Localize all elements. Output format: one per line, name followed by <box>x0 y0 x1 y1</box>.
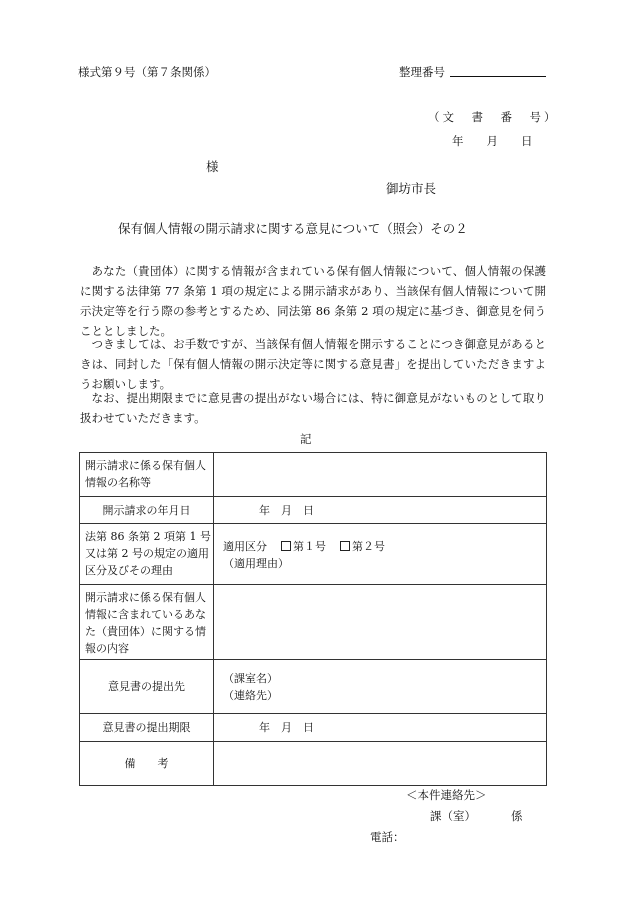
table-row <box>80 585 547 660</box>
row-value-request-date <box>214 497 547 524</box>
document-title: 保有個人情報の開示請求に関する意見について（照会）その２ <box>118 221 468 236</box>
table-row <box>80 714 547 742</box>
dept-label: （課室名） <box>223 671 278 685</box>
row-label-deadline: 意見書の提出期限 <box>80 714 214 742</box>
category-label: 適用区分 <box>223 540 267 553</box>
table-row <box>80 742 547 786</box>
row-label-remarks: 備 考 <box>80 742 214 786</box>
contact-header: ＜本件連絡先＞ <box>406 788 487 802</box>
row-label-submission-dest: 意見書の提出先 <box>80 660 214 714</box>
row-value-submission-dest <box>214 660 547 714</box>
reference-number-field-line <box>450 76 546 77</box>
row-label-info-name: 開示請求に係る保有個人情報の名称等 <box>80 453 214 497</box>
row-label-info-content: 開示請求に係る保有個人情報に含まれているあなた（貴団体）に関する情報の内容 <box>80 585 214 660</box>
ki-heading: 記 <box>300 432 312 446</box>
table-row <box>80 497 547 524</box>
contact-kakari-label: 係 <box>511 809 523 823</box>
row-value-info-content <box>214 585 547 660</box>
contact-dept-label: 課（室） <box>430 809 476 823</box>
checkbox-option-2[interactable] <box>340 541 350 551</box>
request-date-value: 年 月 日 <box>259 503 314 517</box>
recipient-suffix: 様 <box>206 159 219 174</box>
document-number: （文 書 番 号） <box>428 110 559 124</box>
table-row <box>80 453 547 497</box>
row-value-deadline <box>214 714 547 742</box>
row-label-request-date: 開示請求の年月日 <box>80 497 214 524</box>
row-value-info-name <box>214 453 547 497</box>
contact-phone-label: 電話： <box>370 830 405 844</box>
form-number: 様式第９号（第７条関係） <box>78 65 216 79</box>
reference-number-label: 整理番号 <box>399 65 445 79</box>
body-paragraph-2: つきましては、お手数ですが、当該保有個人情報を開示することにつき御意見があるときは、同封した「保有個人情報の開示決定等に関する意見書」を提出していただきますようお願いします。 <box>80 337 546 391</box>
body-paragraph-1: あなた（貴団体）に関する情報が含まれている保有個人情報について、個人情報の保護に関する法律第 77 条第 1 項の規定による開示請求があり、当該保有個人情報について開示決定等を行う際の参考とするため、同法第 86 条第 2 項の規定に基づき、御意見を伺うこととしました。 <box>80 264 546 338</box>
option-2-label: 第２号 <box>352 540 385 553</box>
body-paragraph-3: なお、提出期限までに意見書の提出がない場合には、特に御意見がないものとして取り扱わせていただきます。 <box>80 391 546 425</box>
checkbox-option-1[interactable] <box>281 541 291 551</box>
category-options <box>223 528 542 555</box>
row-value-remarks <box>214 742 547 786</box>
row-value-category <box>214 524 547 585</box>
info-table <box>79 452 547 786</box>
reason-label: （適用理由） <box>223 557 289 570</box>
row-label-category: 法第 86 条第 2 項第 1 号又は第 2 号の規定の適用区分及びその理由 <box>80 524 214 585</box>
date-line: 年 月 日 <box>452 134 533 148</box>
sender-name: 御坊市長 <box>386 181 437 196</box>
table-row <box>80 524 547 585</box>
table-row <box>80 660 547 714</box>
deadline-value: 年 月 日 <box>259 721 314 734</box>
option-1-label: 第１号 <box>293 540 326 553</box>
contact-label: （連絡先） <box>223 688 278 702</box>
